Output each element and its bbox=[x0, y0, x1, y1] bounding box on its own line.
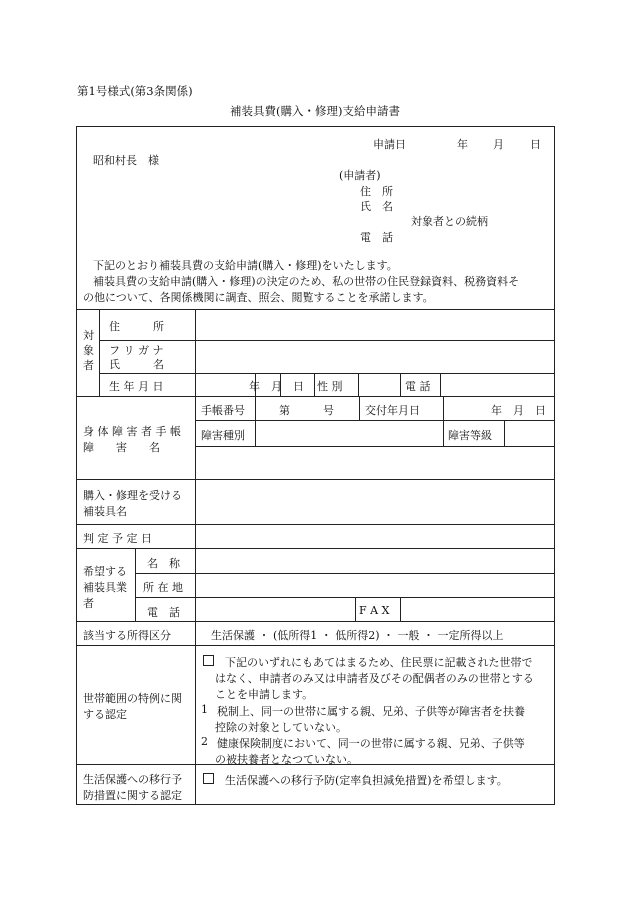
subject-birthdate-ymd: 年 月 日 bbox=[249, 380, 304, 393]
page-title: 補装具費(購入・修理)支給申請書 bbox=[230, 104, 400, 118]
subject-phone-label: 電 話 bbox=[405, 380, 431, 393]
welfare-text: 生活保護への移行予防(定率負担減免措置)を希望します。 bbox=[225, 774, 508, 787]
disability-name-label: 障 害 名 bbox=[83, 441, 160, 454]
subject-label: 対象者 bbox=[83, 329, 94, 372]
vendor-phone-label: 電 話 bbox=[147, 606, 180, 619]
date-label: 申請日 bbox=[373, 138, 406, 151]
vendor-label-line2: 補装具業 bbox=[83, 581, 127, 594]
device-label-line1: 購入・修理を受ける bbox=[83, 489, 182, 502]
welfare-label-line2: 防措置に関する認定 bbox=[83, 789, 182, 802]
household-checkbox[interactable] bbox=[203, 655, 222, 668]
vendor-location-label: 所 在 地 bbox=[143, 581, 183, 594]
applicant-label: (申請者) bbox=[339, 169, 381, 182]
household-text2: はなく、申請者のみ又は申請者及びその配偶者のみの世帯とする bbox=[215, 672, 534, 685]
applicant-name-label: 氏 名 bbox=[360, 200, 393, 213]
vendor-name-label: 名 称 bbox=[147, 557, 180, 570]
handbook-label: 身 体 障 害 者 手 帳 bbox=[83, 425, 181, 438]
issue-date-label: 交付年月日 bbox=[365, 404, 420, 417]
vendor-fax-label: F A X bbox=[359, 604, 390, 617]
form-number: 第1号様式(第3条関係) bbox=[77, 84, 193, 98]
statement-line2: 補装具費の支給申請(購入・修理)の決定のため、私の世帯の住民登録資料、税務資料そ bbox=[93, 275, 520, 288]
income-label: 該当する所得区分 bbox=[83, 629, 171, 642]
household-text3: ことを申請します。 bbox=[215, 688, 314, 701]
disability-type-label: 障害種別 bbox=[201, 429, 245, 442]
household-label-line1: 世帯範囲の特例に関 bbox=[83, 692, 182, 705]
device-label-line2: 補装具名 bbox=[83, 505, 127, 518]
subject-sex-label: 性 別 bbox=[317, 380, 343, 393]
subject-birthdate-label: 生 年 月 日 bbox=[109, 380, 164, 393]
household-item1-no: 1 bbox=[201, 703, 208, 716]
household-label-line2: する認定 bbox=[83, 708, 127, 721]
statement-line1: 下記のとおり補装具費の支給申請(購入・修理)をいたします。 bbox=[93, 259, 398, 272]
welfare-checkbox[interactable] bbox=[203, 773, 222, 786]
subject-name-label: 氏 名 bbox=[109, 358, 164, 371]
handbook-number-value: 第 号 bbox=[279, 404, 334, 417]
household-item2-line2: の被扶養者となつていない。 bbox=[215, 753, 358, 766]
household-item1-line2: 控除の対象としていない。 bbox=[215, 721, 347, 734]
vendor-label-line3: 者 bbox=[83, 597, 94, 610]
handbook-number-label: 手帳番号 bbox=[201, 404, 245, 417]
disability-grade-label: 障害等級 bbox=[448, 429, 492, 442]
statement-line3: の他について、各関係機関に調査、照会、閲覧することを承諾します。 bbox=[83, 291, 434, 304]
household-item2-line1: 健康保険制度において、同一の世帯に属する親、兄弟、子供等 bbox=[217, 737, 525, 750]
relation-label: 対象者との続柄 bbox=[411, 215, 488, 228]
judgement-date-label: 判 定 予 定 日 bbox=[83, 532, 152, 545]
household-item1-line1: 税制上、同一の世帯に属する親、兄弟、子供等が障害者を扶養 bbox=[217, 705, 525, 718]
vendor-label-line1: 希望する bbox=[83, 565, 127, 578]
applicant-phone-label: 電 話 bbox=[360, 231, 393, 244]
date-day: 日 bbox=[530, 138, 541, 151]
income-options: 生活保護 ・ (低所得1 ・ 低所得2) ・ 一般 ・ 一定所得以上 bbox=[211, 629, 504, 642]
addressee: 昭和村長 様 bbox=[93, 154, 159, 167]
issue-date-value: 年 月 日 bbox=[491, 404, 546, 417]
applicant-address-label: 住 所 bbox=[360, 185, 393, 198]
household-item2-no: 2 bbox=[201, 735, 208, 748]
date-month: 月 bbox=[493, 138, 504, 151]
date-year: 年 bbox=[457, 138, 468, 151]
welfare-label-line1: 生活保護への移行予 bbox=[83, 773, 182, 786]
household-text1: 下記のいずれにもあてはまるため、住民票に記載された世帯で bbox=[225, 656, 533, 669]
subject-address-label: 住 所 bbox=[109, 320, 164, 333]
application-form bbox=[76, 126, 555, 805]
subject-furigana-label: フ リ ガ ナ bbox=[109, 344, 164, 357]
